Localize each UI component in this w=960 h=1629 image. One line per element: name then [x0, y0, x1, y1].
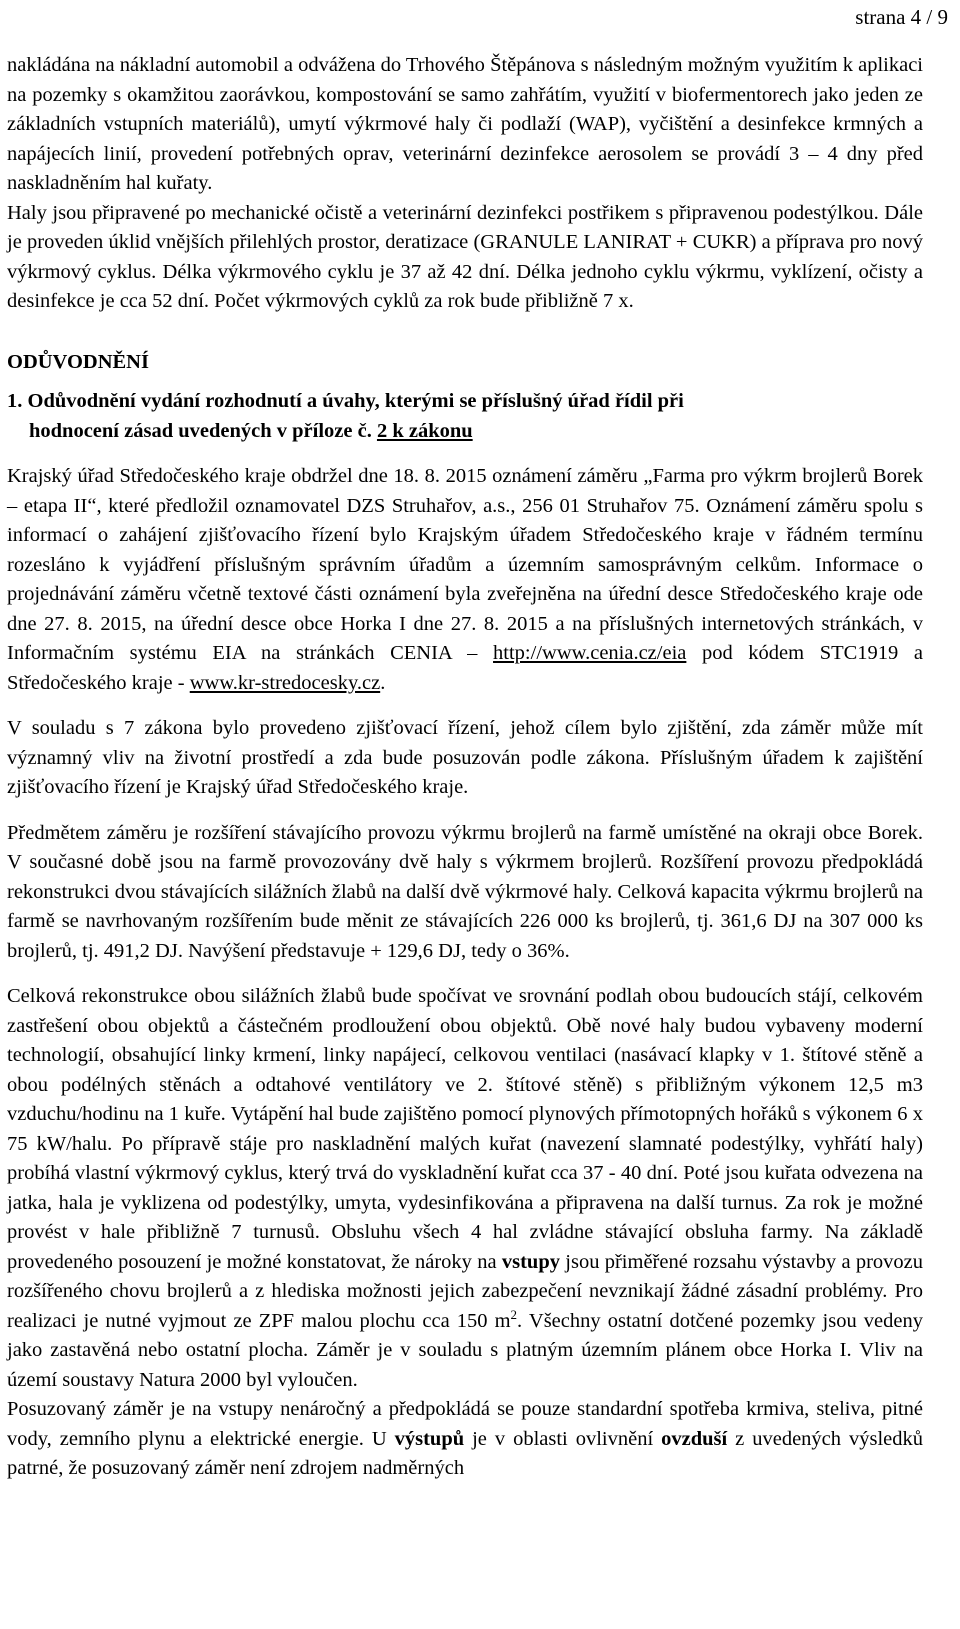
paragraph-inputs-text: Posuzovaný záměr je na vstupy nenáročný a předpokládá se pouze standardní spotřeba krmiva, steliva, pitné vody, zemního plynu a elektrické energie. U: [7, 1398, 923, 1450]
paragraph-reconstruction-text-b: jsou přiměřené rozsahu výstavby a provozu rozšířeného chovu brojlerů a z hlediska možnosti jejich zabezpečení nevznikají žádné zásadní problémy. Pro realizaci je nutné vyjmout ze ZPF malou plochu cca 150 m: [7, 1250, 924, 1332]
paragraph-inputs-text-b: je v oblasti ovlivnění: [472, 1427, 654, 1450]
paragraph-notification: [7, 462, 923, 698]
page-number: strana 4 / 9: [855, 5, 948, 29]
paragraph-inputs-outputs: [7, 1395, 923, 1484]
subsection-number: 1.: [7, 390, 23, 412]
subsection-heading: [7, 387, 923, 446]
paragraph-notification-text: Krajský úřad Středočeského kraje obdržel dne 18. 8. 2015 oznámení záměru „Farma pro výkrm brojlerů Borek – etapa II“, které předložil oznamovatel DZS Struhařov, a.s., 256 01 Struhařov 75. Oznámení záměru spolu s informací o zahájení zjišťovacího řízení bylo Krajským úřadem Středočeského kraje v řádném termínu rozesláno k vyjádření příslušným správním úřadům a územním samosprávným celkům. Informace o projednávání záměru včetně textové části oznámení byla zveřejněna na úřední desce Středočeského kraje ode dne 27. 8. 2015, na úřední desce obce Horka I dne 27. 8. 2015 a na příslušných internetových stránkách, v Informačním systému EIA na stránkách CENIA –: [7, 465, 923, 664]
paragraph-notification-text-b: pod kódem STC1919 a Středočeského kraje -: [7, 642, 923, 694]
document-body: [7, 51, 923, 1484]
paragraph-inputs-text-c: z uvedených výsledků patrné, že posuzovaný záměr není zdrojem nadměrných: [7, 1427, 924, 1479]
paragraph-notification-end: .: [380, 671, 386, 694]
subsection-title-line2: [7, 417, 923, 447]
paragraph-reconstruction-text: Celková rekonstrukce obou silážních žlabů bude spočívat ve srovnání podlah obou budoucích stájí, celkovém zastřešení obou objektů a částečném prodloužení obou objektů. Obě nové haly budou vybaveny moderní technologií, obsahující linky krmení, linky napájecí, celkovou ventilaci (nasávací klapky v 1. štítové stěně a obou podélných stěnách a odtahové ventilátory ve 2. štítové stěně) s přibližným výkonem 12,5 m3 vzduchu/hodinu na 1 kuře. Vytápění hal bude zajištěno pomocí plynových přímotopných hořáků s výkonem 6 x 75 kW/halu. Po přípravě stáje pro naskladnění malých kuřat (navezení slamnaté podestýlky, vyhřátí haly) probíhá vlastní výkrmový cyklus, který trvá do vyskladnění kuřat cca 37 - 40 dní. Poté jsou kuřata odvezena na jatka, hala je vyklizena od podestýlky, umyta, vydesinfikována a připravena na další turnus. Za rok je možné provést v hale přibližně 7 turnusů. Obsluhu všech 4 hal zvládne stávající obsluha farmy. Na základě provedeného posouzení je možné konstatovat, že nároky na: [7, 985, 923, 1273]
paragraph-hall-preparation: nakládána na nákladní automobil a odvážena do Trhového Štěpánova s následným možným využitím k aplikaci na pozemky s okamžitou zaorávkou, kompostování se samo zahřátím, využití v biofermentorech jako jeden ze základních vstupních materiálů), umytí výkrmové haly či podlaží (WAP), vyčištění a desinfekce krmných a napájecích linií, provedení potřebných oprav, veterinární dezinfekce aerosolem se provádí 3 – 4 dny před naskladněním hal kuřaty.: [7, 54, 923, 194]
section-heading: ODŮVODNĚNÍ: [7, 350, 149, 373]
paragraph-hall-cleaning: Haly jsou připravené po mechanické očistě a veterinární dezinfekci postřikem s připravenou podestýlkou. Dále je proveden úklid vnějších přilehlých prostor, deratizace (GRANULE LANIRAT + CUKR) a příprava pro nový výkrmový cyklus. Délka výkrmového cyklu je 37 až 42 dní. Délka jednoho cyklu výkrmu, vyklízení, očisty a desinfekce je cca 52 dní. Počet výkrmových cyklů za rok bude přibližně 7 x.: [7, 201, 923, 312]
inputs-bold: vstupy: [501, 1250, 560, 1273]
paragraph-screening: V souladu s 7 zákona bylo provedeno zjišťovací řízení, jehož cílem bylo zjištění, zda záměr může mít významný vliv na životní prostředí a zda bude posuzován podle zákona. Příslušným úřadem k zajištění zjišťovacího řízení je Krajský úřad Středočeského kraje.: [7, 717, 923, 798]
paragraph-reconstruction: [7, 982, 923, 1395]
subsection-title-line1: Odůvodnění vydání rozhodnutí a úvahy, kterými se příslušný úřad řídil při: [27, 390, 684, 412]
cenia-link[interactable]: http://www.cenia.cz/eia: [493, 642, 687, 664]
outputs-bold: výstupů: [394, 1427, 465, 1450]
area-exponent: 2: [510, 1306, 518, 1322]
paragraph-reconstruction-text-c: . Všechny ostatní dotčené pozemky jsou vedeny jako zastavěná nebo ostatní plocha. Záměr je v souladu s platným územním plánem obce Horka I. Vliv na území soustavy Natura 2000 byl vyloučen.: [7, 1309, 923, 1391]
subsection-title-underlined: 2 k zákonu: [376, 419, 473, 442]
subsection-title-plain: hodnocení zásad uvedených v příloze č.: [29, 419, 372, 442]
paragraph-subject: Předmětem záměru je rozšíření stávajícího provozu výkrmu brojlerů na farmě umístěné na okraji obce Borek. V současné době jsou na farmě provozovány dvě haly s výkrmem brojlerů. Rozšíření provozu předpokládá rekonstrukci dvou stávajících silážních žlabů na další dvě výkrmové haly. Celková kapacita výkrmu brojlerů na farmě se navrhovaným rozšířením bude měnit ze stávajících 226 000 ks brojlerů, tj. 361,6 DJ na 307 000 ks brojlerů, tj. 491,2 DJ. Navýšení představuje + 129,6 DJ, tedy o 36%.: [7, 821, 923, 962]
region-link[interactable]: www.kr-stredocesky.cz: [189, 671, 381, 694]
air-bold: ovzduší: [661, 1427, 728, 1450]
